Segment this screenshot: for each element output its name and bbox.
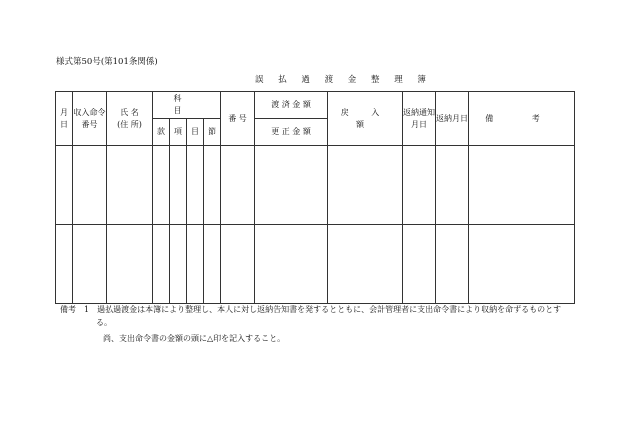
cell-number — [221, 146, 255, 225]
header-account: 科 目 — [153, 92, 221, 119]
header-receipt-order-no: 収入命令番号 — [73, 92, 107, 146]
cell-receipt-order-no — [73, 225, 107, 304]
header-return-amount: 戻 入 額 — [328, 92, 403, 146]
cell-month-day — [56, 225, 73, 304]
cell-number — [221, 225, 255, 304]
cell-kan — [153, 225, 170, 304]
cell-name — [107, 225, 153, 304]
header-name — [107, 92, 153, 146]
cell-amount — [255, 146, 328, 225]
cell-kou — [170, 146, 187, 225]
note-line-1 — [60, 304, 580, 317]
header-setsu: 節 — [204, 119, 221, 146]
cell-remarks — [469, 146, 575, 225]
header-kan: 款 — [153, 119, 170, 146]
form-number: 様式第50号(第101条関係) — [56, 57, 158, 67]
header-name-label: 氏 名 — [120, 107, 139, 117]
header-return-date: 返納月日 — [436, 92, 469, 146]
cell-setsu — [204, 225, 221, 304]
note-line-1-continuation: る。 — [96, 317, 112, 327]
table-row — [56, 146, 575, 225]
header-remarks: 備 考 — [469, 92, 575, 146]
cell-moku — [187, 225, 204, 304]
document-title: 誤 払 過 渡 金 整 理 簿 — [255, 75, 432, 85]
header-kou: 項 — [170, 119, 187, 146]
header-moku: 目 — [187, 119, 204, 146]
header-month-day: 月 日 — [56, 92, 73, 146]
cell-remarks — [469, 225, 575, 304]
cell-return-date — [436, 225, 469, 304]
note-line-2: 尚、支出命令書の金額の頭に△印を記入すること。 — [103, 333, 286, 343]
header-number: 番 号 — [221, 92, 255, 146]
header-corrected-amount: 更 正 金 額 — [255, 119, 328, 146]
cell-return-notice-date — [403, 225, 436, 304]
notes-section — [60, 304, 580, 345]
cell-month-day — [56, 146, 73, 225]
header-return-notice-date: 返納通知月日 — [403, 92, 436, 146]
cell-return-date — [436, 146, 469, 225]
header-address-label: (住 所) — [117, 119, 142, 129]
cell-name — [107, 146, 153, 225]
cell-setsu — [204, 146, 221, 225]
cell-kan — [153, 146, 170, 225]
header-paid-amount: 渡 済 金 額 — [255, 92, 328, 119]
table-row — [56, 225, 575, 304]
cell-moku — [187, 146, 204, 225]
cell-return-amount — [328, 146, 403, 225]
register-table — [55, 91, 575, 304]
cell-kou — [170, 225, 187, 304]
note-text-1: 過払過渡金は本簿により整理し、本人に対し返納告知書を発するとともに、会計管理者に支出命令書により収納を命ずるものとす — [97, 305, 562, 314]
header-row-top — [56, 92, 575, 119]
cell-amount — [255, 225, 328, 304]
cell-return-amount — [328, 225, 403, 304]
cell-receipt-order-no — [73, 146, 107, 225]
note-label: 備考 1 — [60, 305, 90, 314]
cell-return-notice-date — [403, 146, 436, 225]
